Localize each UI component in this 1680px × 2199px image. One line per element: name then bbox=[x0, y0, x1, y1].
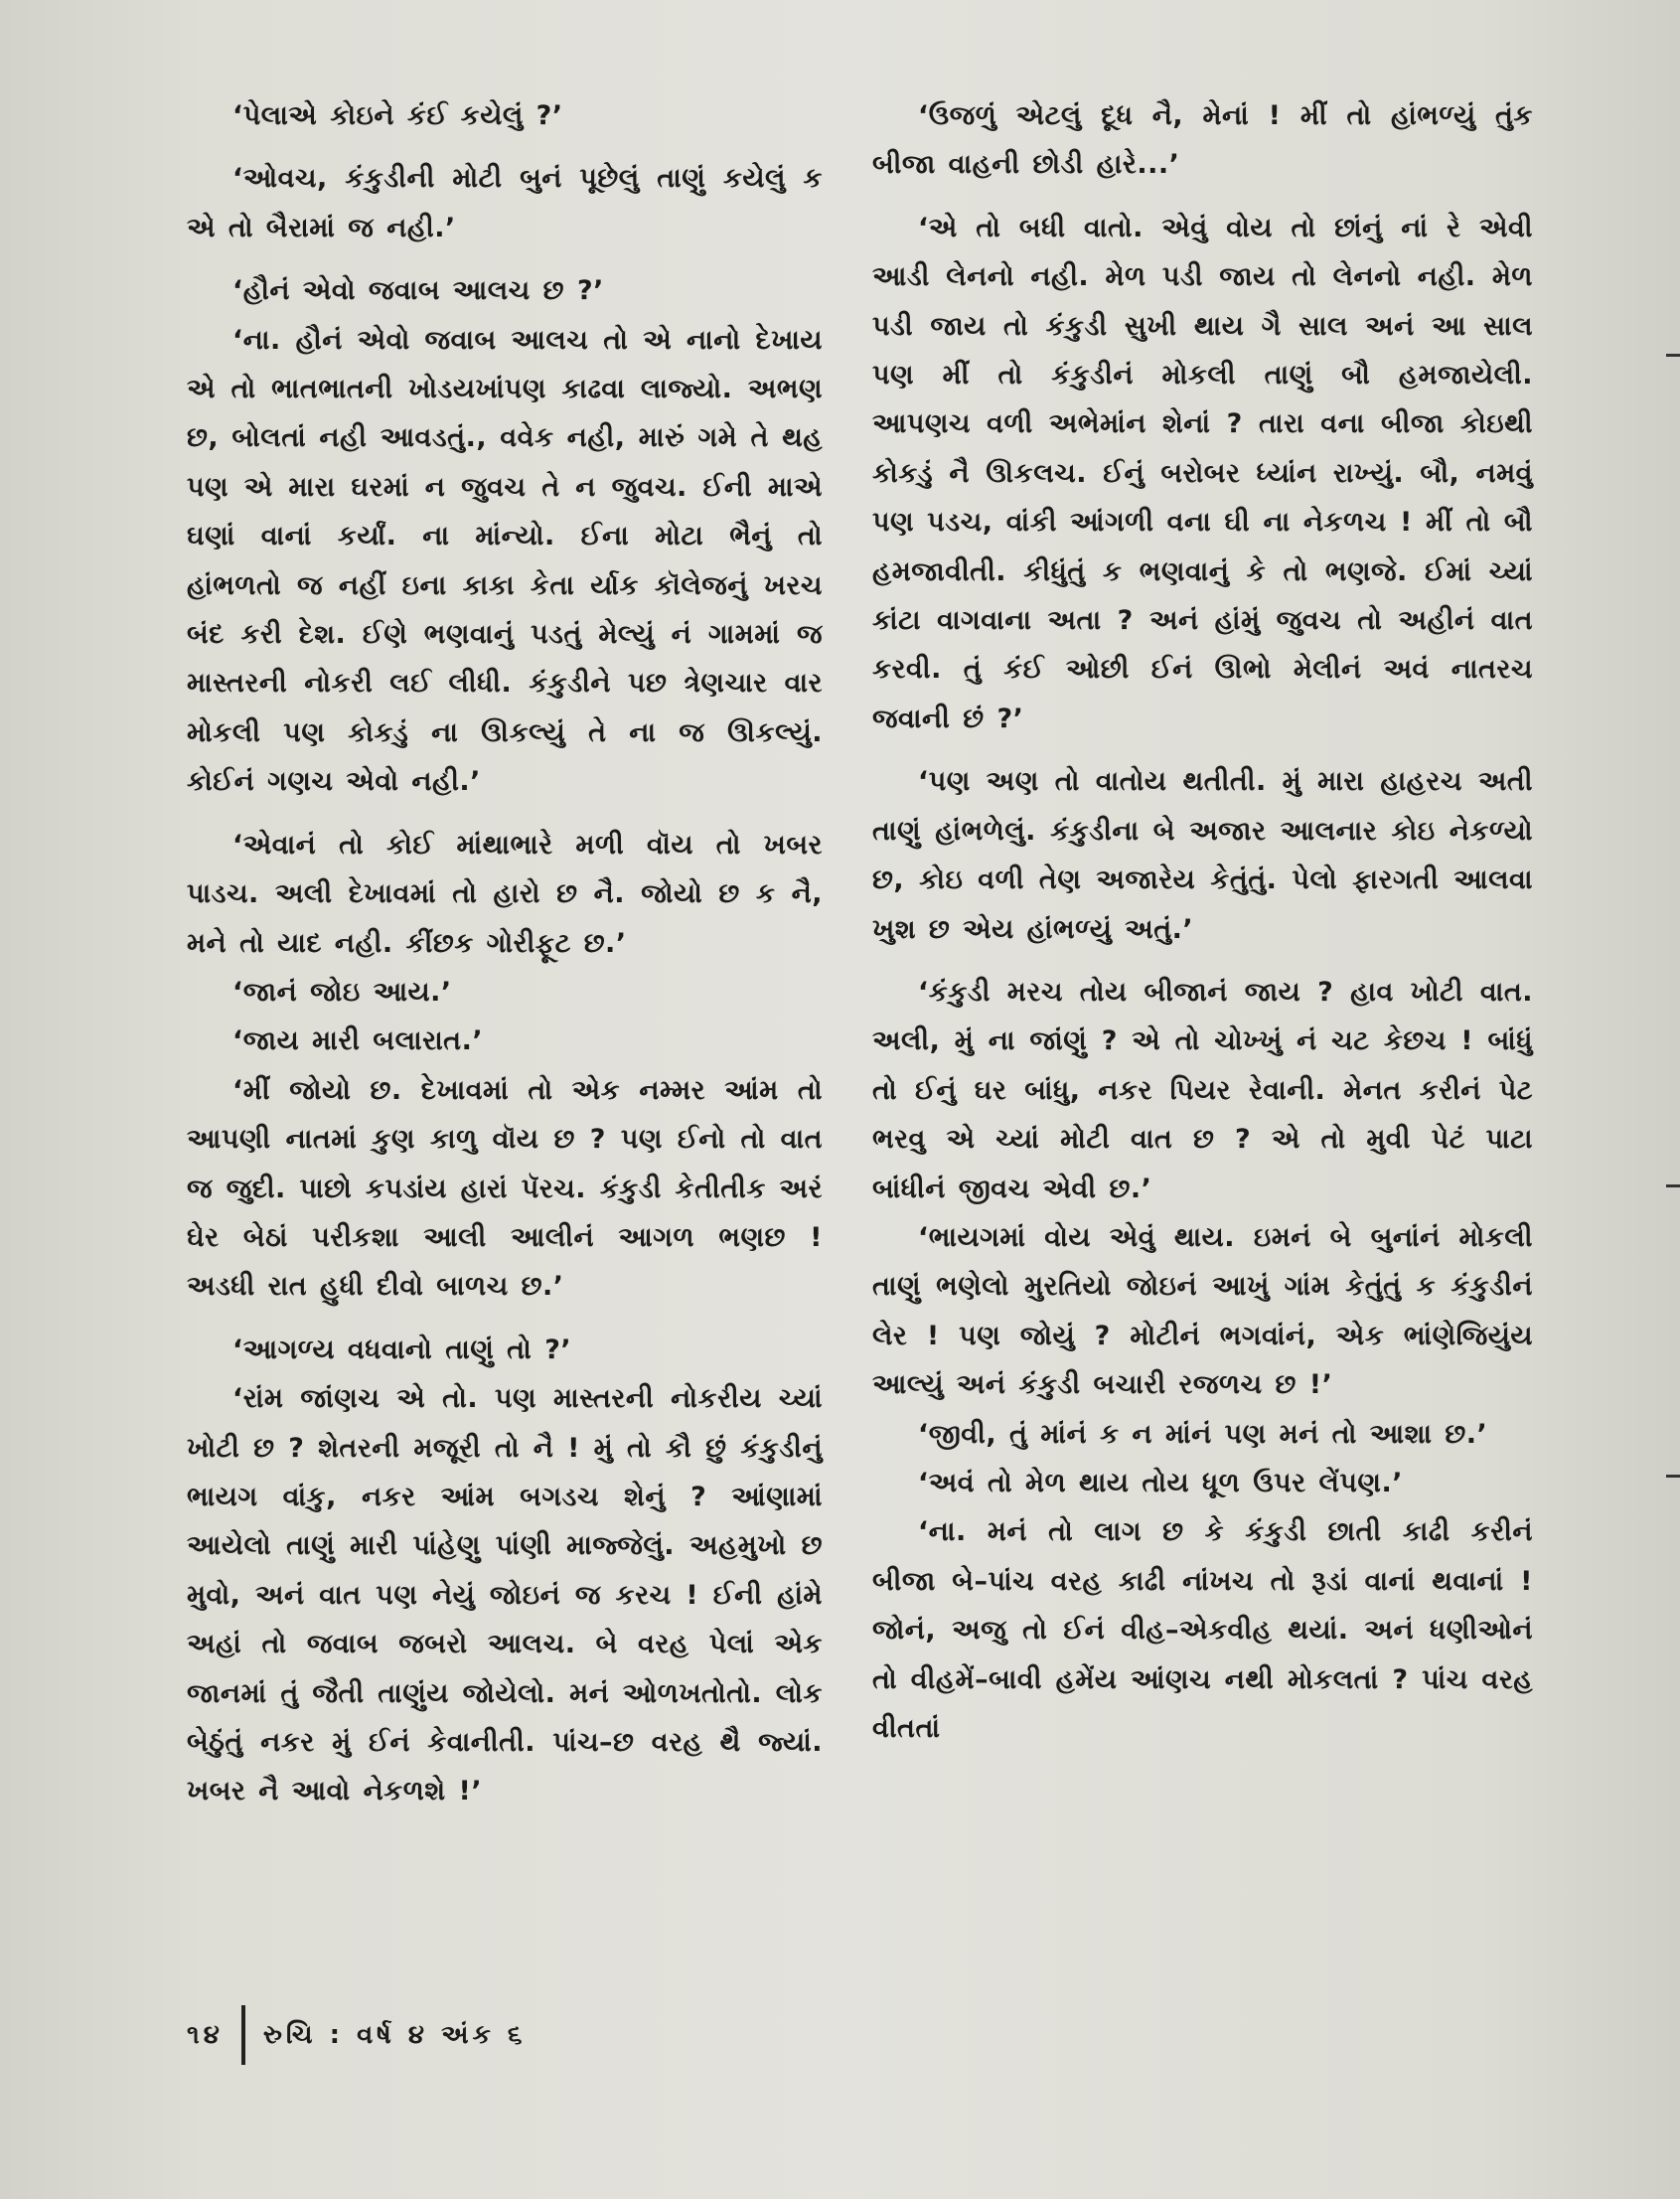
dialogue-paragraph: ‘જાનં જોઇ આય.’ bbox=[232, 976, 452, 1008]
dialogue-paragraph: ‘ભાયગમાં વોય એવું થાય. ઇમનં બે બુનાંનં મોકલી તાણું ભણેલો મુરતિયો જોઇનં આખું ગાંમ કેતુંતું ક કંકુડીનં લેર ! પણ જોયું ? મોટીનં ભગવાંનં, એક ભાંણેજિયુંય આલ્યું અનં કંકુડી બચારી રજળચ છ !’ bbox=[872, 1221, 1533, 1401]
binding-mark bbox=[1666, 1475, 1680, 1478]
left-text-column bbox=[187, 91, 823, 1816]
dialogue-paragraph: ‘ના. હૌનં એવો જવાબ આલચ તો એ નાનો દેખાય એ તો ભાતભાતની ખોડયખાંપણ કાઢવા લાજ્યો. અભણ છ, બોલતાં નહી આવડતું., વવેક નહી, મારું ગમે તે થહ પણ એ મારા ઘરમાં ન જુવચ તે ન જુવચ. ઈની માએ ઘણાં વાનાં કર્યાં. ના માંન્યો. ઈના મોટા ભૈનું તો હાંભળતો જ નહીં ઇના કાકા કેતા ર્યાક કૉલેજનું ખરચ બંદ કરી દેશ. ઈણે ભણવાનું પડતું મેલ્યું નં ગામમાં જ માસ્તરની નોકરી લઈ લીધી. કંકુડીને પછ ત્રેણચાર વાર મોકલી પણ કોકડું ના ઊકલ્યું તે ના જ ઊકલ્યું. કોઈનં ગણચ એવો નહી.’ bbox=[187, 324, 823, 798]
dialogue-paragraph: ‘મીં જોયો છ. દેખાવમાં તો એક નમ્મર આંમ તો આપણી નાતમાં કુણ કાળુ વૉય છ ? પણ ઈનો તો વાત જ જુદી. પાછો કપડાંય હારાં પૅરચ. કંકુડી કેતીતીક અરં ઘેર બેઠાં પરીકશા આલી આલીનં આગળ ભણછ ! અડધી રાત હુધી દીવો બાળચ છ.’ bbox=[187, 1074, 823, 1303]
binding-mark bbox=[1666, 1184, 1680, 1187]
right-text-column bbox=[872, 91, 1533, 1753]
dialogue-paragraph: ‘પણ અણ તો વાતોય થતીતી. મું મારા હાહરચ અતી તાણું હાંભળેલું. કંકુડીના બે અજાર આલનાર કોઇ નેકળ્યો છ, કોઇ વળી તેણ અજારેય કેતુંતું. પેલો ફારગતી આલવા ખુશ છ એય હાંભળ્યું અતું.’ bbox=[872, 766, 1533, 945]
dialogue-paragraph: ‘ઓવચ, કંકુડીની મોટી બુનં પૂછેલું તાણું કયેલું ક એ તો બૈરામાં જ નહી.’ bbox=[187, 163, 823, 243]
dialogue-paragraph: ‘આગળ્ય વધવાનો તાણું તો ?’ bbox=[232, 1334, 572, 1365]
dialogue-paragraph: ‘ઉજળું એટલું દૂધ નૈ, મેનાં ! મીં તો હાંભળ્યું તુંક બીજા વાહની છોડી હારે...’ bbox=[872, 100, 1533, 181]
dialogue-paragraph: ‘એવાનં તો કોઈ માંથાભારે મળી વૉય તો ખબર પાડચ. અલી દેખાવમાં તો હારો છ નૈ. જોયો છ ક નૈ, મને તો યાદ નહી. કીંછક ગોરીફૂટ છ.’ bbox=[187, 829, 823, 959]
dialogue-paragraph: ‘પેલાએ કોઇને કંઈ કયેલું ?’ bbox=[232, 100, 563, 131]
dialogue-paragraph: ‘જાય મારી બલારાત.’ bbox=[232, 1025, 484, 1057]
dialogue-paragraph: ‘એ તો બધી વાતો. એવું વોય તો છાંનું નાં રે એવી આડી લેનનો નહી. મેળ પડી જાય તો લેનનો નહી. મેળ પડી જાય તો કંકુડી સુખી થાય ગૈ સાલ અનં આ સાલ પણ મીં તો કંકુડીનં મોકલી તાણું બૌ હમજાયેલી. આપણચ વળી અભેમાંન શેનાં ? તારા વના બીજા કોઇથી કોકડું નૈ ઊકલચ. ઈનું બરોબર ધ્યાંન રાખ્યું. બૌ, નમવું પણ પડચ, વાંકી આંગળી વના ઘી ના નેકળચ ! મીં તો બૌ હમજાવીતી. કીધુંતું ક ભણવાનું કે તો ભણજે. ઈમાં ચ્યાં કાંટા વાગવાના અતા ? અનં હાંમું જુવચ તો અહીનં વાત કરવી. તું કંઈ ઓછી ઈનં ઊભો મેલીનં અવં નાતરચ જવાની છં ?’ bbox=[872, 212, 1534, 734]
dialogue-paragraph: ‘જીવી, તું માંનં ક ન માંનં પણ મનં તો આશા છ.’ bbox=[918, 1418, 1488, 1450]
dialogue-paragraph: ‘કંકુડી મરચ તોય બીજાનં જાય ? હાવ ખોટી વાત. અલી, મું ના જાંણું ? એ તો ચોખ્ખું નં ચટ કેછચ ! બાંધું તો ઈનું ઘર બાંધુ, નકર પિયર રેવાની. મેનત કરીનં પેટ ભરવુ એ ચ્યાં મોટી વાત છ ? એ તો મુવી પેટં પાટા બાંધીનં જીવચ એવી છ.’ bbox=[872, 976, 1533, 1204]
binding-mark bbox=[1666, 354, 1680, 357]
dialogue-paragraph: ‘ના. મનં તો લાગ છ કે કંકુડી છાતી કાઢી કરીનં બીજા બે–પાંચ વરહ કાઢી નાંખચ તો રૂડાં વાનાં થવાનાં ! જોનં, અજુ તો ઈનં વીહ–એકવીહ થયાં. અનં ધણીઓનં તો વીહમેં–બાવી હમેંય આંણચ નથી મોકલતાં ? પાંચ વરહ વીતતાં bbox=[872, 1516, 1533, 1744]
page-number: ૧૪ bbox=[187, 2019, 224, 2050]
dialogue-paragraph: ‘રાંમ જાંણચ એ તો. પણ માસ્તરની નોકરીય ચ્યાં ખોટી છ ? શેતરની મજૂરી તો નૈ ! મું તો કૌ છું કંકુડીનું ભાયગ વાંકુ, નકર આંમ બગડચ શેનું ? આંણામાં આયેલો તાણું મારી પાંહેણુ પાંણી માજ્જેલું. અહમુખો છ મુવો, અનં વાત પણ નેયું જોઇનં જ કરચ ! ઈની હાંમે અહાં તો જવાબ જબરો આલચ. બે વરહ પેલાં એક જાનમાં તું જૈતી તાણુંય જોયેલો. મનં ઓળખતોતો. લોક બેઠુંતું નકર મું ઈનં કેવાનીતી. પાંચ–છ વરહ થૈ જ્યાં. ખબર નૈ આવો નેકળશે !’ bbox=[187, 1383, 823, 1807]
dialogue-paragraph: ‘અવં તો મેળ થાય તોય ધૂળ ઉપર લેંપણ.’ bbox=[918, 1467, 1403, 1498]
footer-divider bbox=[241, 2005, 245, 2065]
dialogue-paragraph: ‘હૌનં એવો જવાબ આલચ છ ?’ bbox=[232, 275, 604, 307]
page-footer bbox=[187, 2005, 526, 2065]
journal-issue: રુચિ : વર્ષ ૪ અંક ૬ bbox=[262, 2019, 527, 2050]
